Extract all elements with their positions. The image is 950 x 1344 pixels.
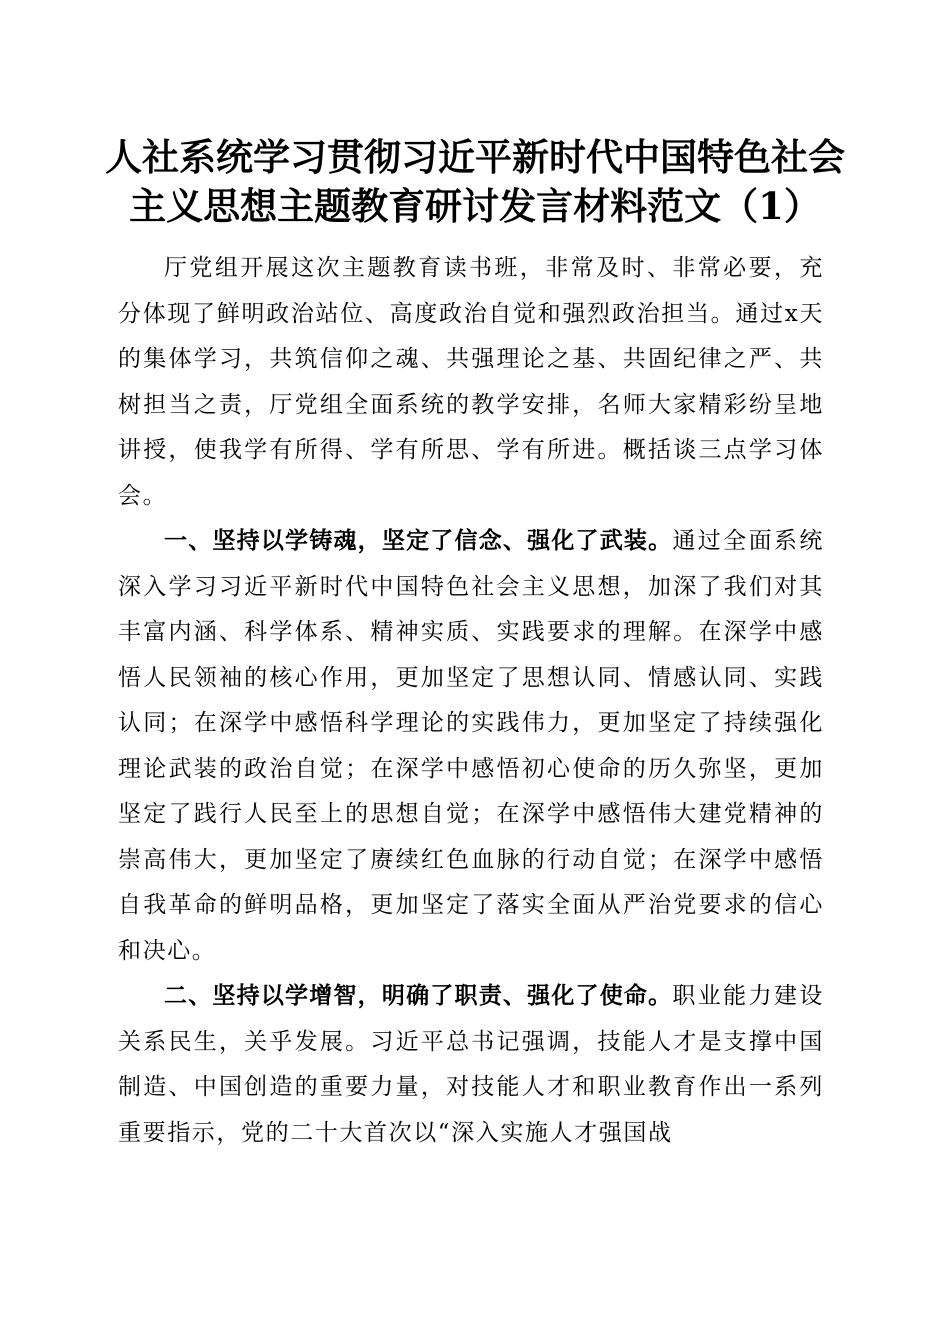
paragraph-lead: 一、坚持以学铸魂，坚定了信念、强化了武装。 [164, 528, 673, 554]
paragraph-point-1 [118, 519, 824, 974]
document-body [118, 246, 824, 1156]
paragraph-intro [118, 246, 824, 519]
paragraph-text: 职业能力建设关系民生，关乎发展。习近平总书记强调，技能人才是支撑中国制造、中国创造的重要力量，对技能人才和职业教育作出一系列重要指示，党的二十大首次以“深入实施人才强国战 [118, 983, 824, 1146]
document-title [100, 133, 850, 231]
title-line-2: 主义思想主题教育研讨发言材料范文（1） [129, 184, 821, 228]
title-line-1: 人社系统学习贯彻习近平新时代中国特色社会 [105, 135, 845, 179]
paragraph-text: 通过全面系统深入学习习近平新时代中国特色社会主义思想，加深了我们对其丰富内涵、科学体系、精神实质、实践要求的理解。在深学中感悟人民领袖的核心作用，更加坚定了思想认同、情感认同、实践认同；在深学中感悟科学理论的实践伟力，更加坚定了持续强化理论武装的政治自觉；在深学中感悟初心使命的历久弥坚，更加坚定了践行人民至上的思想自觉；在深学中感悟伟大建党精神的崇高伟大，更加坚定了赓续红色血脉的行动自觉；在深学中感悟自我革命的鲜明品格，更加坚定了落实全面从严治党要求的信心和决心。 [118, 528, 824, 964]
paragraph-point-2 [118, 974, 824, 1156]
paragraph-text: 厅党组开展这次主题教育读书班，非常及时、非常必要，充分体现了鲜明政治站位、高度政治自觉和强烈政治担当。通过x天的集体学习，共筑信仰之魂、共强理论之基、共固纪律之严、共树担当之责，厅党组全面系统的教学安排，名师大家精彩纷呈地讲授，使我学有所得、学有所思、学有所进。概括谈三点学习体会。 [118, 255, 824, 509]
paragraph-lead: 二、坚持以学增智，明确了职责、强化了使命。 [164, 983, 673, 1009]
